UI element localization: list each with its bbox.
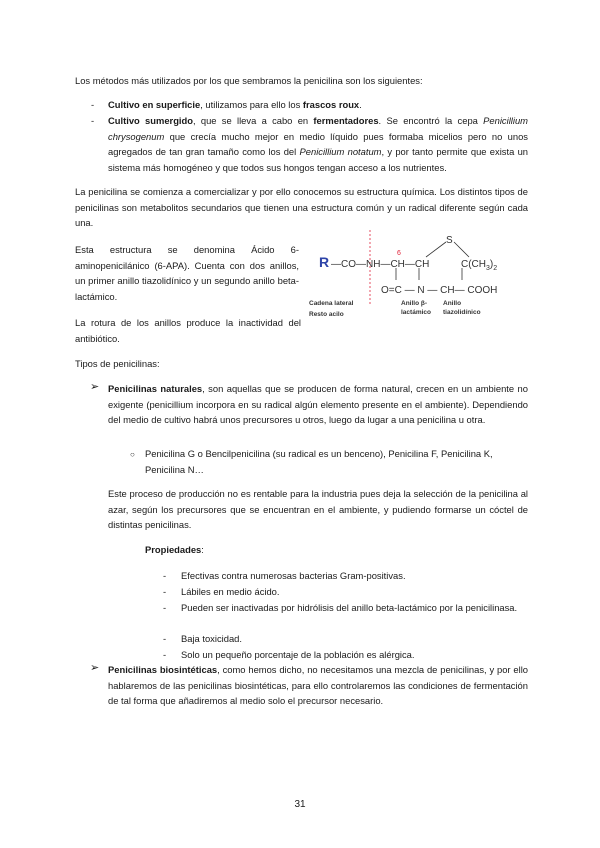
naturales-paragraph: [108, 381, 528, 428]
species-name: Penicillium chrysogenum: [108, 115, 528, 142]
type-text: , como hemos dicho, no necesitamos una mezcla de penicilinas, y por ello hablaremos de las penicilinas biosintéticas, para ello controlaremos las condiciones de fermentación de tal forma que añadiremos al medio solo el precursor necesario.: [108, 664, 528, 707]
method-text: , que se lleva a cabo en: [192, 115, 314, 126]
bond-line: [426, 242, 446, 257]
label-tiazolidinico-2: tiazolidínico: [443, 309, 481, 316]
arrow-bullet: ➢: [90, 662, 100, 674]
method-term: fermentadores: [313, 115, 379, 126]
type-term: Penicilinas naturales: [108, 383, 203, 394]
circle-bullet: ○: [130, 450, 135, 459]
method-term: Cultivo en superficie: [108, 99, 201, 110]
type-term: Penicilinas biosintéticas: [108, 664, 218, 675]
label-resto-acilo: Resto acilo: [309, 311, 344, 318]
label-beta-lactamico-2: lactámico: [401, 309, 431, 316]
label-cadena-lateral: Cadena lateral: [309, 300, 354, 307]
method-bullet: -: [91, 115, 95, 126]
prop-item: Pueden ser inactivadas por hidrólisis del anillo beta-lactámico por la penicilinasa.: [181, 602, 518, 613]
arrow-bullet: ➢: [90, 381, 100, 393]
side-chain-formula: —CO—NH—CH—CH: [331, 259, 430, 270]
prop-bullet: -: [163, 649, 167, 660]
prop-item: Lábiles en medio ácido.: [181, 586, 280, 597]
sulfur-atom: S: [446, 235, 453, 246]
naturales-examples: Penicilina G o Bencilpenicilina (su radical es un benceno), Penicilina F, Penicilina K, Penicilina N…: [145, 448, 493, 475]
penicillin-structure-figure: [303, 230, 533, 330]
estructura-paragraph: Esta estructura se denomina Ácido 6-aminopenicilánico (6-APA). Cuenta con dos anillos, un primer anillo tiazolidínico y un segundo anillo beta-lactámico.: [75, 244, 299, 302]
method-term: Cultivo sumergido: [108, 115, 193, 126]
method-term: frascos roux: [302, 99, 360, 110]
species-name: Penicillium notatum: [299, 146, 382, 158]
rotura-paragraph: La rotura de los anillos produce la inactividad del antibiótico.: [75, 317, 301, 344]
method-text: . Se encontró la cepa: [378, 115, 484, 126]
propiedades-title: Propiedades: [145, 544, 202, 555]
prop-bullet: -: [163, 602, 167, 613]
type-text: , son aquellas que se producen de forma natural, crecen en un ambiente no exigente (penicillium incorpora en su radical algún elemento presente en el ambiente). Dependiendo del medio de cultivo habrá unos precursores u otros, luego da lugar a una penicilina u otra.: [108, 383, 528, 426]
method-text: , utilizamos para ello los: [200, 99, 303, 110]
method-text: .: [359, 99, 362, 110]
r-group: R: [319, 254, 330, 270]
propiedades-colon: :: [201, 544, 204, 555]
method-text: que crecía mucho mejor en medio líquido pues formaba micelios pero no unos agregados de tan gran tamaño como los del: [108, 130, 528, 158]
label-beta-lactamico: Anillo β-: [401, 300, 427, 307]
comercial-paragraph: La penicilina se comienza a comercializar y por ello conocemos su estructura química. Los distintos tipos de penicilinas son metabolitos secundarios que tienen una estructura común y un radical diferente según cada una.: [75, 186, 528, 229]
dimethyl-group: $C(CH_3)_2$: [461, 259, 498, 272]
prop-item: Baja toxicidad.: [181, 633, 242, 644]
prop-bullet: -: [163, 633, 167, 644]
method-superficie: [108, 97, 528, 113]
bond-line: [454, 242, 469, 257]
prop-bullet: -: [163, 586, 167, 597]
proceso-paragraph: Este proceso de producción no es rentable para la industria pues deja la selección de la penicilina al azar, según los precursores que se encuentran en el ambiente, y pudiendo formarse un cóctel de distintas penicilinas.: [108, 488, 528, 531]
page-number: 31: [294, 799, 306, 810]
method-text: , y por tanto permite que exista un sistema más homogéneo y que todos sus hongos tengan acceso a los nutrientes.: [108, 146, 528, 173]
prop-bullet: -: [163, 570, 167, 581]
prop-item: Efectivas contra numerosas bacterias Gram-positivas.: [181, 570, 406, 581]
method-bullet: -: [91, 99, 95, 110]
prop-item: Solo un pequeño porcentaje de la población es alérgica.: [181, 649, 415, 660]
intro-paragraph: Los métodos más utilizados por los que sembramos la penicilina son los siguientes:: [75, 75, 423, 86]
ring-formula: O=C — N — CH— COOH: [381, 285, 498, 296]
tipos-heading: Tipos de penicilinas:: [75, 358, 160, 369]
method-sumergido: [108, 113, 528, 175]
position-six-label: 6: [397, 250, 401, 257]
label-tiazolidinico: Anillo: [443, 300, 462, 307]
biosinteticas-paragraph: [108, 662, 528, 709]
propiedades-heading: [145, 542, 204, 558]
